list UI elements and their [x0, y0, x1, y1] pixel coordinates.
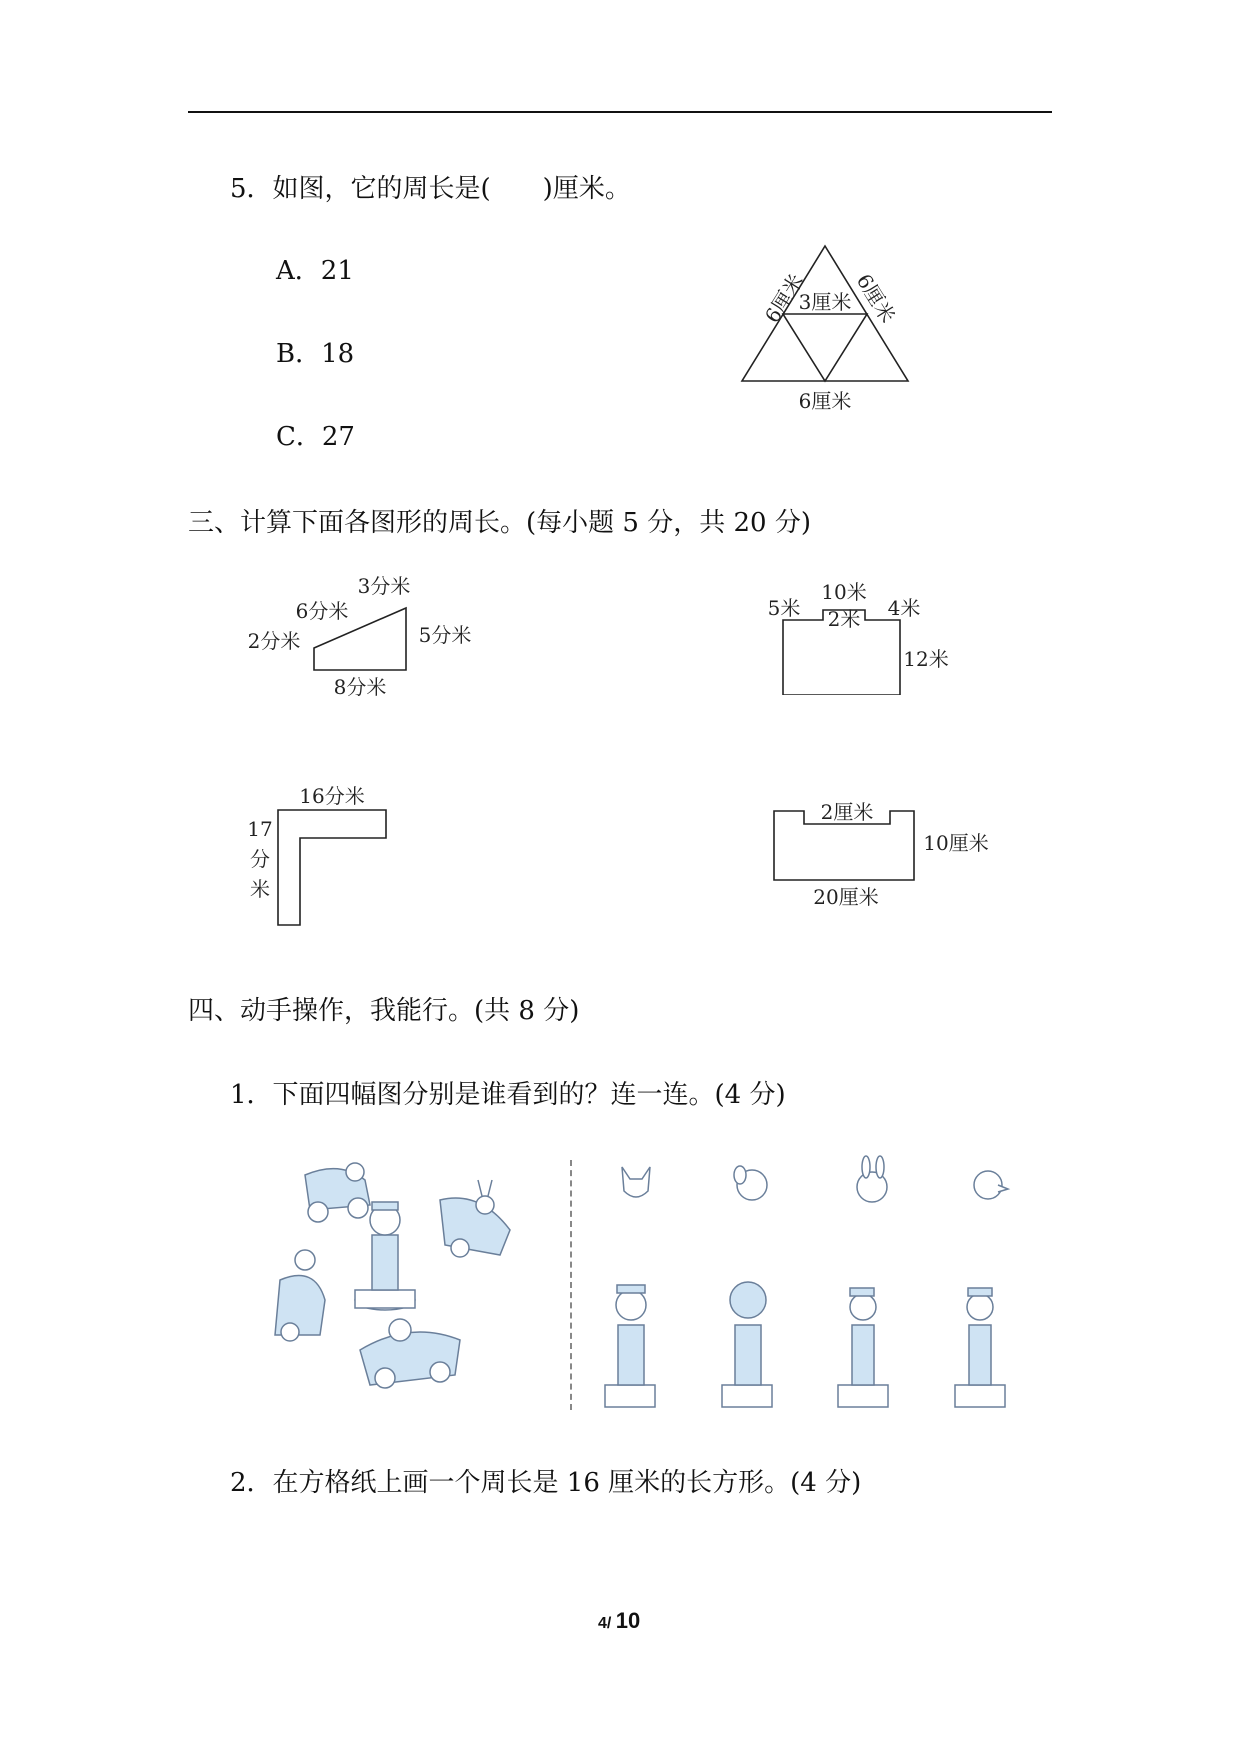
- label-inner: 3厘米: [798, 290, 852, 314]
- label-bottom: 6厘米: [798, 389, 852, 413]
- label-right: 6厘米: [851, 269, 901, 328]
- cat-left-side-view-icon: [838, 1288, 888, 1407]
- header-rule: [188, 111, 1052, 113]
- section-4-question-2: 2．在方格纸上画一个周长是 16 厘米的长方形。(4 分): [230, 1468, 862, 1498]
- fig3-side-num: 17: [247, 817, 273, 841]
- figure-stepped-rect: [760, 575, 990, 695]
- fig2-step: 2米: [827, 607, 861, 631]
- fig4-bottom: 20厘米: [813, 885, 879, 909]
- dog-car: [275, 1250, 325, 1341]
- page-total: 10: [615, 1608, 641, 1633]
- fig3-side-char2: 米: [250, 877, 270, 901]
- fig3-side-char1: 分: [250, 847, 270, 871]
- option-b[interactable]: B．18: [276, 339, 355, 369]
- page-number: [598, 1608, 640, 1634]
- triangle-figure: [730, 236, 930, 416]
- fig1-top: 3分米: [357, 574, 411, 598]
- dashed-divider: [570, 1160, 572, 1410]
- fig2-right: 4米: [887, 596, 921, 620]
- fig1-right: 5分米: [418, 623, 472, 647]
- rabbit-head-icon: [857, 1156, 887, 1202]
- fig4-side: 10厘米: [923, 831, 989, 855]
- animal-cars-scene: [260, 1150, 580, 1395]
- cat-front-view-icon: [605, 1285, 655, 1407]
- dog-head-icon: [734, 1166, 767, 1200]
- fig2-top: 10米: [821, 580, 867, 604]
- fig2-side: 12米: [903, 647, 949, 671]
- fig2-left: 5米: [767, 596, 801, 620]
- label-left: 6厘米: [759, 269, 809, 328]
- figure-l-shape: [240, 780, 400, 930]
- page-current: 4: [598, 1615, 607, 1632]
- fig1-left: 2分米: [247, 629, 301, 653]
- option-c[interactable]: C．27: [276, 422, 355, 452]
- view-options: [600, 1155, 1030, 1415]
- option-a[interactable]: A．21: [276, 256, 354, 286]
- inner-triangle: [783, 314, 867, 381]
- section-4-heading: 四、动手操作，我能行。(共 8 分): [188, 996, 580, 1026]
- cat-right-side-view-icon: [955, 1288, 1005, 1407]
- rabbit-car: [440, 1180, 510, 1257]
- question-5: 5．如图，它的周长是( )厘米。: [230, 174, 631, 204]
- bird-car: [360, 1319, 460, 1388]
- section-4-question-1: 1．下面四幅图分别是谁看到的？连一连。(4 分): [230, 1080, 786, 1110]
- page-separator: /: [606, 1615, 616, 1632]
- cat-police: [355, 1202, 415, 1310]
- fig1-bottom: 8分米: [333, 675, 387, 699]
- cat-back-view-icon: [722, 1282, 772, 1407]
- squirrel-car: [305, 1163, 370, 1222]
- fig3-top: 16分米: [299, 784, 365, 808]
- fig4-notch: 2厘米: [820, 800, 874, 824]
- fox-head-icon: [622, 1167, 650, 1197]
- section-3-heading: 三、计算下面各图形的周长。(每小题 5 分，共 20 分): [188, 508, 811, 538]
- figure-notched-rect: [760, 790, 1000, 920]
- fig1-slant: 6分米: [295, 599, 349, 623]
- figure-trapezoid: [240, 570, 480, 700]
- bird-head-icon: [974, 1171, 1008, 1199]
